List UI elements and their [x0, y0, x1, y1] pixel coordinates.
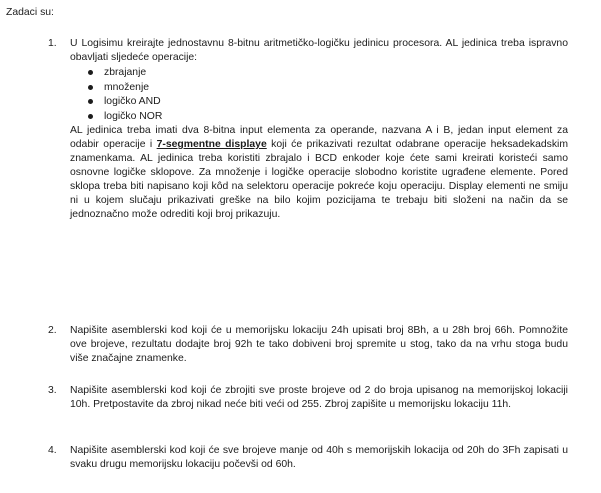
display-link: 7-segmentne displaye — [156, 139, 267, 150]
bullet-icon — [88, 114, 93, 119]
task-text: Napišite asemblerski kod koji će zbrojiti sve proste brojeve od 2 do broja upisanog na memorijskoj lokaciji 10h. Pretpostavite da zbroj nikad neće biti veći od 255. Zbroj zapišite u memorijsku lokaciju 11h. — [70, 385, 568, 410]
task-intro: U Logisimu kreirajte jednostavnu 8-bitnu aritmetičko-logičku jedinicu procesora. AL jedinica treba ispravno obavljati sljedeće operacije: — [70, 38, 568, 63]
task-text: Napišite asemblerski kod koji će u memorijsku lokaciju 24h upisati broj 8Bh, a u 28h broj 66h. Pomnožite ove brojeve, rezultatu dodajte broj 92h te tako dobiveni broj spremite u stog, tako da na vrhu stoga budu više značajne znamenke. — [70, 325, 568, 364]
operation-list — [70, 66, 568, 124]
list-item — [88, 110, 568, 125]
description-start: AL jedinica treba imati dva 8-bitna input elementa za operande, nazvana A i B, jedan input element za odabir operacije i — [70, 125, 568, 150]
task-number: 4. — [48, 445, 57, 456]
bullet-icon — [88, 85, 93, 90]
task-number: 2. — [48, 325, 57, 336]
bullet-icon — [88, 99, 93, 104]
task-text: Napišite asemblerski kod koji će sve brojeve manje od 40h s memorijskih lokacija od 20h do 3Fh zapisati u svaku drugu memorijsku lokaciju počevši od 60h. — [70, 445, 568, 470]
task-text — [70, 37, 568, 222]
list-item — [88, 81, 568, 96]
list-item — [88, 66, 568, 81]
heading: Zadaci su: — [6, 7, 54, 18]
operation-label: logičko AND — [104, 96, 161, 107]
operation-label: množenje — [104, 81, 150, 93]
description-end: koji će prikazivati rezultat odabrane operacije heksadekadskim znamenkama. AL jedinica treba koristiti zbrajalo i BCD enkoder koje ćete sami kreirati koristeći samo osnovne logičke sklopove. Za množenje i logičke operacije slobodno koristite ugrađene elemente. Pored sklopa treba biti napisano koji kôd na selektoru operacije pokreće koju operaciju. Display elementi ne smiju ni u kojem slučaju prikazivati greške na bilo kojim pozicijama te trebaju biti složeni na način da se jednoznačno može odrediti koji broj prikazuju. — [70, 139, 568, 220]
task-number: 1. — [48, 38, 57, 49]
bullet-icon — [88, 70, 93, 75]
operation-label: logičko NOR — [104, 110, 163, 122]
list-item — [88, 95, 568, 110]
task-number: 3. — [48, 385, 57, 396]
operation-label: zbrajanje — [104, 67, 147, 78]
task-description — [70, 124, 568, 222]
